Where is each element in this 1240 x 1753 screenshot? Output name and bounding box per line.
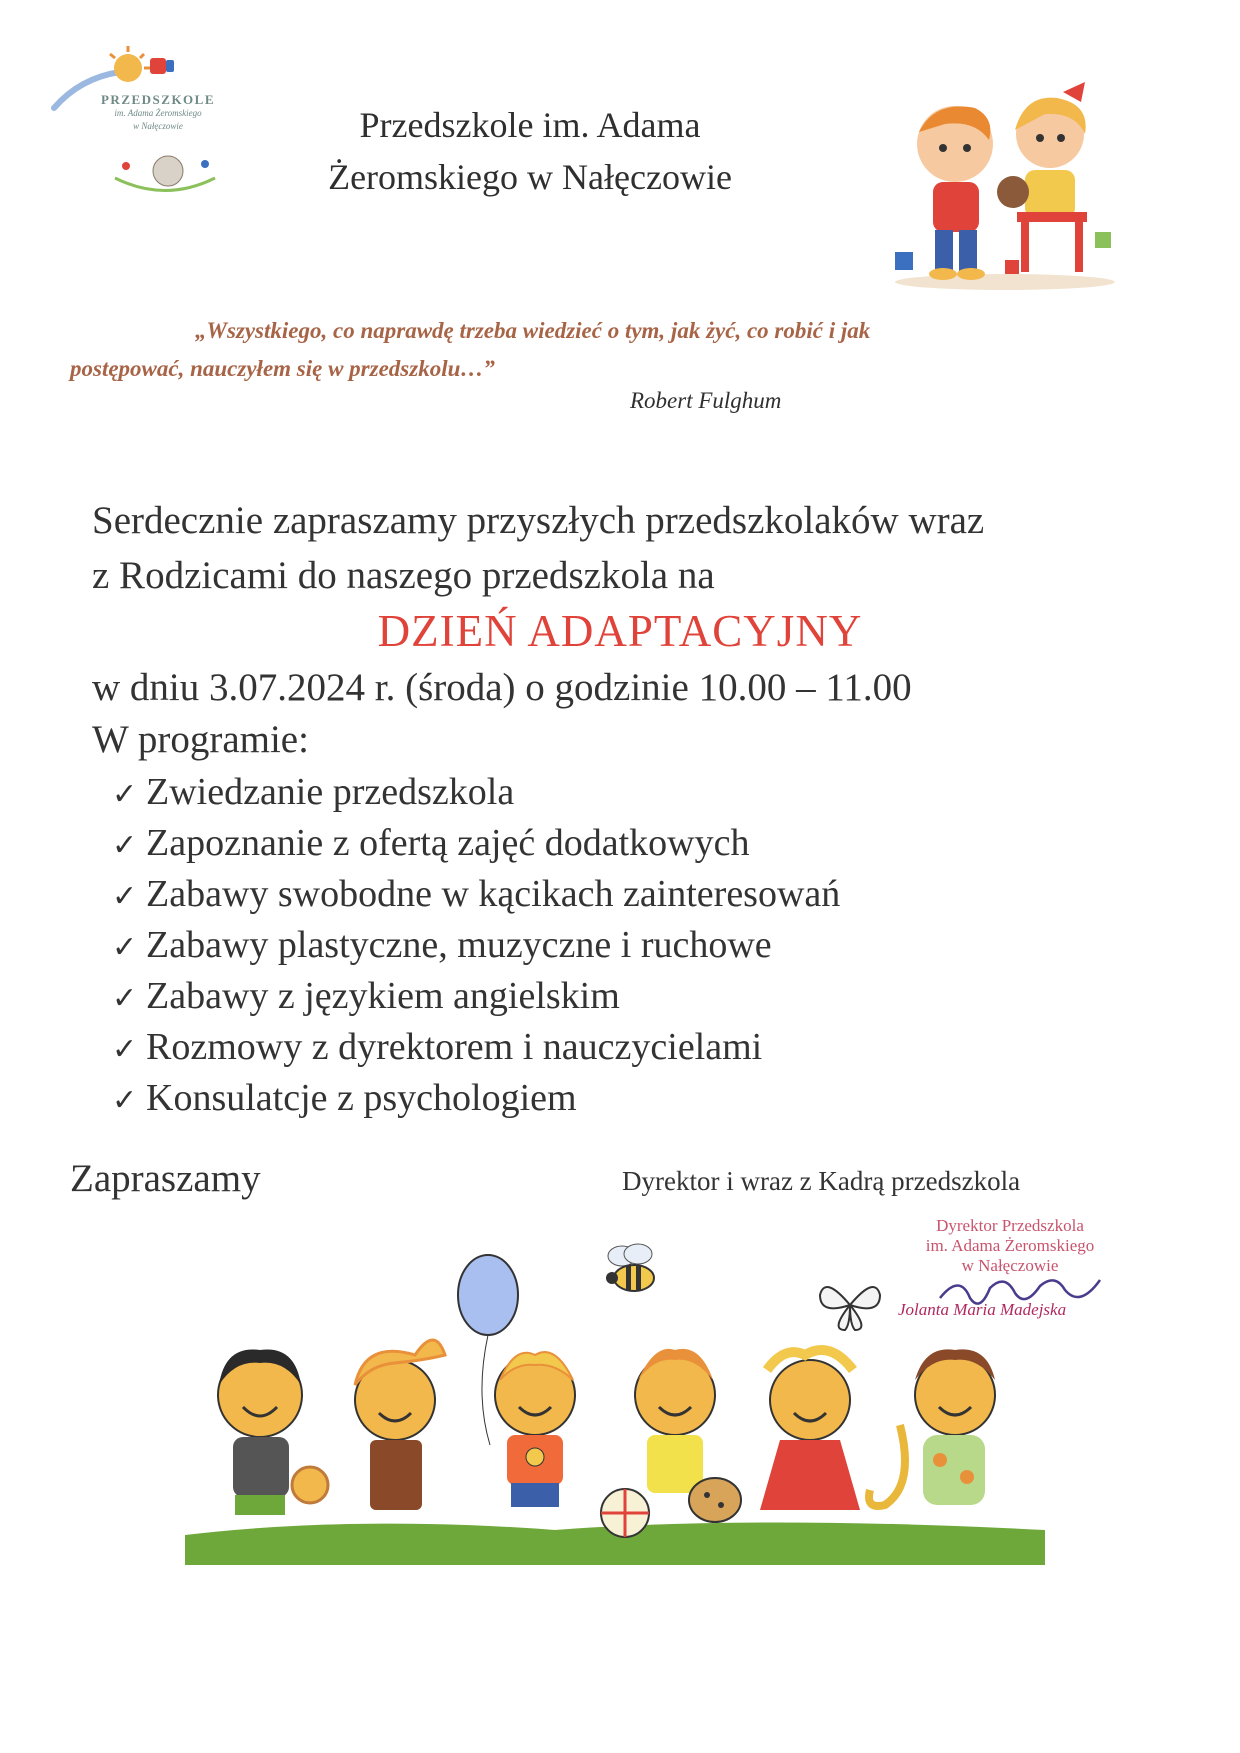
check-icon: ✓ — [112, 1083, 138, 1118]
program-item-label: Konsulatcje z psychologiem — [146, 1077, 577, 1119]
children-illustration — [885, 82, 1125, 297]
check-icon: ✓ — [112, 828, 138, 863]
stamp-line1: Dyrektor Przedszkola — [936, 1216, 1084, 1235]
logo-subtitle: im. Adama Żeromskiego — [114, 108, 202, 118]
invitation-line2: z Rodzicami do naszego przedszkola na — [92, 554, 715, 597]
check-icon: ✓ — [112, 777, 138, 812]
logo-location: w Nałęczowie — [133, 121, 183, 131]
stamp-line3: w Nałęczowie — [961, 1256, 1059, 1275]
program-item — [112, 974, 620, 1018]
program-item — [112, 872, 840, 916]
logo-name: PRZEDSZKOLE — [100, 92, 216, 107]
check-icon: ✓ — [112, 981, 138, 1016]
closing-invitation: Zapraszamy — [70, 1157, 261, 1200]
program-item-label: Zabawy plastyczne, muzyczne i ruchowe — [146, 924, 772, 966]
program-item-label: Zapoznanie z ofertą zajęć dodatkowych — [146, 822, 750, 864]
check-icon: ✓ — [112, 879, 138, 914]
check-icon: ✓ — [112, 930, 138, 965]
quote-line1: „Wszystkiego, co naprawdę trzeba wiedzieć o tym, jak żyć, co robić i jak — [195, 318, 871, 343]
stamp-line2: im. Adama Żeromskiego — [925, 1236, 1095, 1255]
quote-author: Robert Fulghum — [630, 388, 782, 413]
page-title-line2: Żeromskiego w Nałęczowie — [328, 157, 732, 197]
program-item-label: Rozmowy z dyrektorem i nauczycielami — [146, 1026, 763, 1068]
program-item-label: Zwiedzanie przedszkola — [146, 771, 515, 813]
program-item — [112, 923, 772, 967]
signature-caption: Dyrektor i wraz z Kadrą przedszkola — [622, 1166, 1021, 1196]
program-item-label: Zabawy swobodne w kącikach zainteresowań — [146, 873, 841, 915]
quote-line2: postępować, nauczyłem się w przedszkolu…” — [70, 356, 495, 381]
event-date: w dniu 3.07.2024 r. (środa) o godzinie 10.00 – 11.00 — [92, 666, 912, 709]
program-item — [112, 821, 749, 865]
children-row-illustration — [155, 1245, 1075, 1575]
program-item — [112, 1076, 577, 1120]
check-icon: ✓ — [112, 1032, 138, 1067]
program-item-label: Zabawy z językiem angielskim — [146, 975, 620, 1017]
program-label: W programie: — [92, 718, 309, 761]
invitation-line1: Serdecznie zapraszamy przyszłych przedszkolaków wraz — [92, 499, 985, 542]
program-item — [112, 1025, 762, 1069]
event-headline: DZIEŃ ADAPTACYJNY — [377, 606, 863, 656]
program-item — [112, 770, 514, 814]
stamp-name: Jolanta Maria Madejska — [898, 1300, 1067, 1319]
page-title-line1: Przedszkole im. Adama — [359, 105, 701, 145]
